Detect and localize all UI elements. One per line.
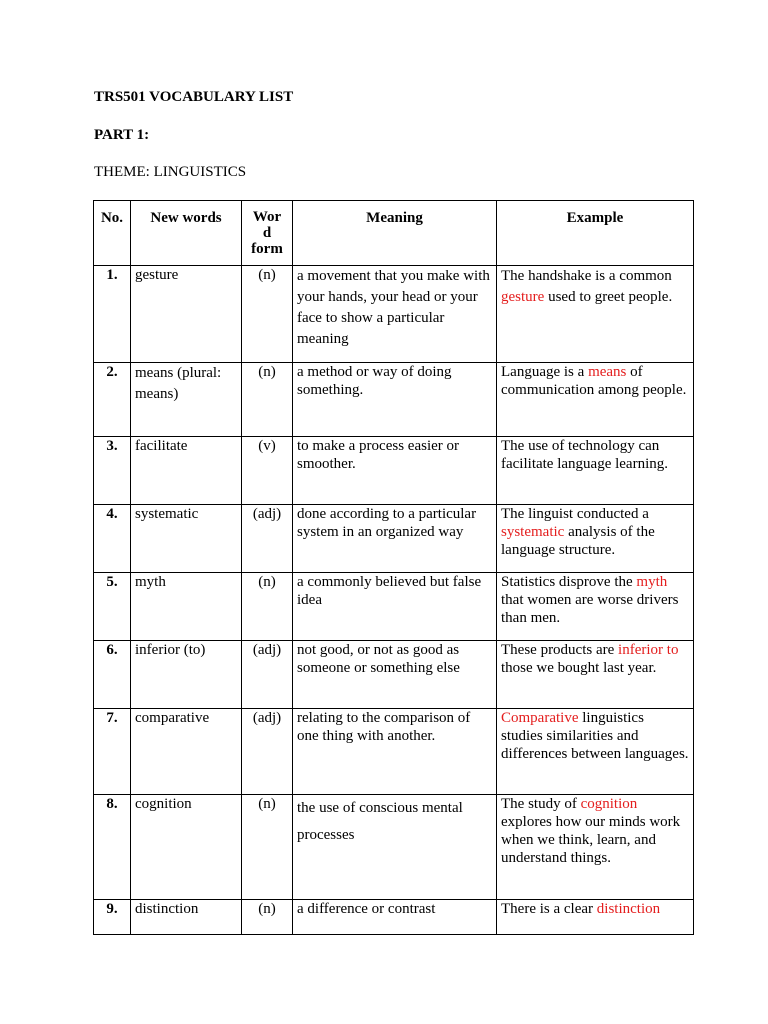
row-number: 2. [94, 363, 131, 437]
row-number: 3. [94, 437, 131, 505]
example-text: linguistics studies similarities and differences between languages. [501, 710, 689, 762]
header-no: No. [94, 201, 131, 266]
example-text: These products are [501, 642, 619, 658]
row-example [497, 795, 694, 900]
table-row [94, 641, 694, 709]
row-number: 7. [94, 709, 131, 795]
row-word-form: (adj) [242, 641, 293, 709]
header-word-form-line: Wor [252, 209, 282, 225]
example-text: The handshake is a common [501, 268, 672, 284]
part-heading: PART 1: [94, 127, 150, 143]
example-highlight: Comparative [501, 710, 579, 726]
example-text: The linguist conducted a [501, 506, 649, 522]
row-word: facilitate [131, 437, 242, 505]
row-example [497, 709, 694, 795]
table-header-row [94, 201, 694, 266]
row-number: 8. [94, 795, 131, 900]
example-highlight: distinction [596, 901, 661, 917]
example-highlight: inferior to [618, 642, 679, 658]
table-row [94, 505, 694, 573]
row-word-form: (v) [242, 437, 293, 505]
row-word: systematic [131, 505, 242, 573]
vocabulary-table [93, 200, 694, 935]
header-word-form-line: form [251, 241, 283, 257]
row-meaning: a method or way of doing something. [293, 363, 497, 437]
header-word-form-line: d [262, 225, 272, 241]
row-example [497, 900, 694, 935]
row-meaning: the use of conscious mental processes [293, 795, 497, 900]
row-number: 4. [94, 505, 131, 573]
row-word-form: (adj) [242, 709, 293, 795]
example-text: that women are worse drivers than men. [501, 592, 679, 626]
row-word-form: (n) [242, 795, 293, 900]
row-word: distinction [131, 900, 242, 935]
example-highlight: means [588, 364, 627, 380]
table-row [94, 709, 694, 795]
row-word-form: (n) [242, 266, 293, 363]
table-row [94, 363, 694, 437]
row-meaning: a commonly believed but false idea [293, 573, 497, 641]
row-word: gesture [131, 266, 242, 363]
example-text: those we bought last year. [501, 660, 657, 676]
row-word: myth [131, 573, 242, 641]
theme-heading: THEME: LINGUISTICS [94, 164, 247, 180]
row-example [497, 363, 694, 437]
row-meaning: a difference or contrast [293, 900, 497, 935]
table-row [94, 266, 694, 363]
example-text: analysis of the language structure. [501, 524, 655, 558]
row-number: 6. [94, 641, 131, 709]
row-example [497, 505, 694, 573]
header-example: Example [497, 201, 694, 266]
table-row [94, 900, 694, 935]
header-meaning: Meaning [293, 201, 497, 266]
example-text: The use of technology can facilitate language learning. [501, 438, 668, 472]
row-word-form: (adj) [242, 505, 293, 573]
example-highlight: systematic [501, 524, 565, 540]
example-text: explores how our minds work when we think, learn, and understand things. [501, 814, 681, 866]
example-text: Language is a [501, 364, 589, 380]
row-word: cognition [131, 795, 242, 900]
row-example [497, 573, 694, 641]
row-meaning: not good, or not as good as someone or something else [293, 641, 497, 709]
row-word: comparative [131, 709, 242, 795]
row-example [497, 641, 694, 709]
row-meaning: to make a process easier or smoother. [293, 437, 497, 505]
example-text: There is a clear [501, 901, 597, 917]
row-number: 9. [94, 900, 131, 935]
row-example [497, 266, 694, 363]
row-word: means (plural: means) [131, 363, 242, 437]
header-word-form [242, 201, 293, 266]
row-example [497, 437, 694, 505]
example-highlight: gesture [501, 289, 545, 305]
row-meaning: done according to a particular system in an organized way [293, 505, 497, 573]
table-row [94, 795, 694, 900]
row-word: inferior (to) [131, 641, 242, 709]
row-word-form: (n) [242, 900, 293, 935]
row-number: 1. [94, 266, 131, 363]
row-word-form: (n) [242, 363, 293, 437]
row-meaning: relating to the comparison of one thing with another. [293, 709, 497, 795]
table-row [94, 573, 694, 641]
row-number: 5. [94, 573, 131, 641]
example-text: of communication among people. [501, 364, 687, 398]
row-word-form: (n) [242, 573, 293, 641]
example-text: used to greet people. [544, 289, 673, 305]
document-title: TRS501 VOCABULARY LIST [94, 89, 294, 105]
table-row [94, 437, 694, 505]
example-highlight: myth [636, 574, 668, 590]
example-text: Statistics disprove the [501, 574, 637, 590]
header-new-words: New words [131, 201, 242, 266]
example-text: The study of [501, 796, 581, 812]
row-meaning: a movement that you make with your hands, your head or your face to show a particular meaning [293, 266, 497, 363]
example-highlight: cognition [580, 796, 638, 812]
